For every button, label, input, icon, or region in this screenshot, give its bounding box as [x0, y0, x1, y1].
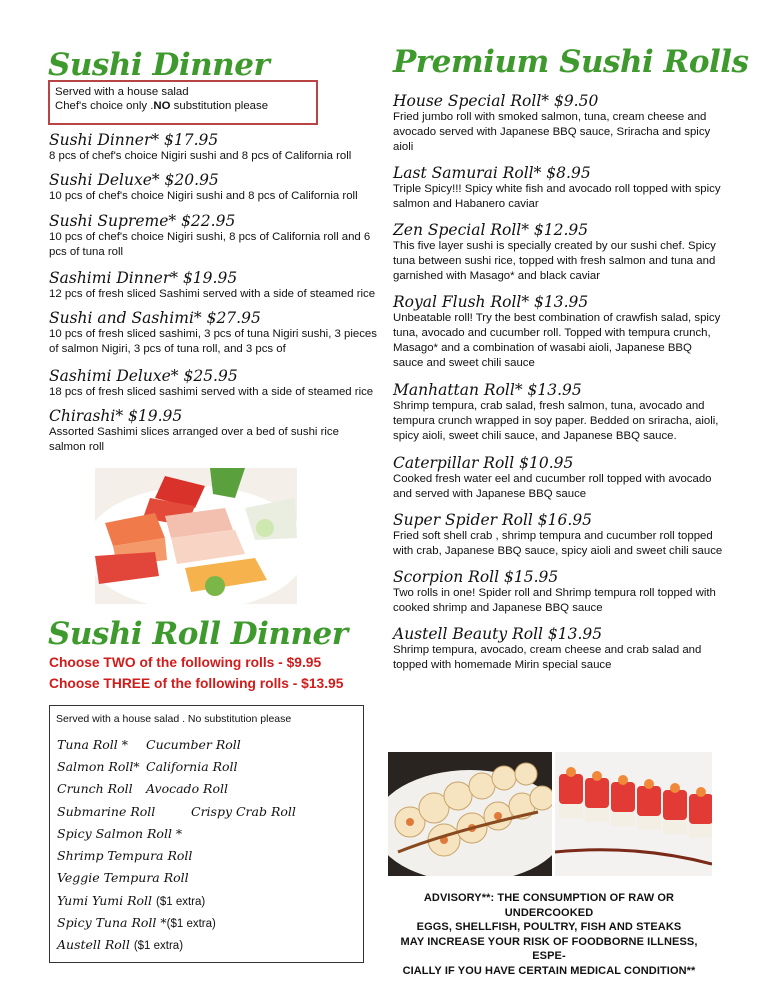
note-line-1: Served with a house salad	[55, 86, 189, 98]
premium-rolls-list	[393, 92, 723, 682]
item-title: Scorpion Roll $15.95	[393, 568, 559, 586]
item-title: Sushi Dinner* $17.95	[49, 131, 219, 149]
item-title: House Special Roll* $9.50	[393, 92, 599, 110]
item-desc: Shrimp tempura, avocado, cream cheese and crab salad and topped with homemade Mirin special sauce	[393, 644, 702, 671]
roll-austell: Austell Roll ($1 extra)	[57, 937, 184, 952]
item-desc: 10 pcs of fresh sliced sashimi, 3 pcs of tuna Nigiri sushi, 3 pieces of salmon Nigiri, 3 pcs of tuna roll, and 3 pcs of	[49, 328, 377, 355]
item-title: Caterpillar Roll $10.95	[393, 454, 574, 472]
item-desc: Triple Spicy!!! Spicy white fish and avocado roll topped with spicy salmon and Habanero caviar	[393, 183, 721, 210]
item-desc: This five layer sushi is specially created by our sushi chef. Spicy tuna between sushi rice, topped with fresh salmon and tuna and garnished with Masago* and black caviar	[393, 240, 716, 282]
roll-crunch: Crunch Roll	[57, 781, 133, 796]
menu-item	[49, 407, 379, 457]
menu-item	[49, 269, 379, 309]
roll-crispy-crab: Crispy Crab Roll	[191, 804, 296, 819]
rolls-photo-left	[388, 752, 552, 876]
roll-avocado: Avocado Roll	[146, 781, 228, 796]
item-desc: 12 pcs of fresh sliced Sashimi served with a side of steamed rice	[49, 288, 376, 300]
menu-item	[49, 212, 379, 269]
roll-yumi-yumi: Yumi Yumi Roll ($1 extra)	[57, 893, 206, 908]
menu-item	[393, 293, 723, 381]
item-title: Chirashi* $19.95	[49, 407, 183, 425]
menu-item	[49, 367, 379, 407]
sushi-roll-dinner-title: Sushi Roll Dinner	[48, 616, 348, 652]
roll-veggie-tempura: Veggie Tempura Roll	[57, 870, 189, 885]
menu-item	[393, 164, 723, 221]
red-rolls-image	[555, 752, 712, 876]
menu-item	[393, 381, 723, 454]
item-desc: Cooked fresh water eel and cucumber roll topped with avocado and served with Japanese BBQ sauce	[393, 473, 712, 500]
item-title: Sashimi Dinner* $19.95	[49, 269, 238, 287]
roll-selection-box	[49, 705, 364, 963]
item-desc: Two rolls in one! Spider roll and Shrimp tempura roll topped with cooked shrimp and Japanese BBQ sauce	[393, 587, 716, 614]
roll-box-note: Served with a house salad . No substitution please	[56, 713, 292, 725]
menu-item	[393, 511, 723, 568]
roll-cucumber: Cucumber Roll	[146, 737, 241, 752]
menu-item	[393, 625, 723, 682]
item-title: Sushi Deluxe* $20.95	[49, 171, 219, 189]
item-desc: Fried soft shell crab , shrimp tempura and cucumber roll topped with crab, Japanese BBQ sauce, spicy aioli and sweet chili sauce	[393, 530, 723, 557]
menu-item	[49, 171, 379, 212]
menu-item	[393, 92, 723, 164]
premium-rolls-title: Premium Sushi Rolls	[393, 44, 749, 80]
sushi-dinner-title: Sushi Dinner	[48, 47, 270, 83]
item-title: Manhattan Roll* $13.95	[393, 381, 582, 399]
rolls-photo-right	[555, 752, 712, 876]
menu-item	[49, 131, 379, 171]
roll-tuna: Tuna Roll *	[57, 737, 129, 752]
choose-three-line: Choose THREE of the following rolls - $13.95	[49, 676, 344, 691]
item-desc: 10 pcs of chef's choice Nigiri sushi and 8 pcs of California roll	[49, 190, 358, 202]
item-desc: Shrimp tempura, crab salad, fresh salmon, tuna, avocado and tempura crunch wrapped in soy paper. Bedded on sriracha, aioli, spicy aioli, sweet chili sauce, and Japanese BBQ sauce.	[393, 400, 719, 442]
advisory-line-3: MAY INCREASE YOUR RISK OF FOODBORNE ILLNESS, ESPE-	[400, 935, 698, 962]
item-desc: Fried jumbo roll with smoked salmon, tuna, cream cheese and avocado served with Japanese BBQ sauce, Sriracha and spicy aioli	[393, 111, 711, 153]
sushi-dinner-list	[49, 131, 379, 457]
choose-two-line: Choose TWO of the following rolls - $9.95	[49, 655, 322, 670]
item-title: Sushi and Sashimi* $27.95	[49, 309, 261, 327]
item-title: Zen Special Roll* $12.95	[393, 221, 589, 239]
note-line-2: Chef's choice only .NO substitution please	[55, 100, 269, 112]
menu-item	[393, 568, 723, 625]
sashimi-platter-photo	[95, 468, 297, 604]
roll-california: California Roll	[146, 759, 238, 774]
item-desc: 10 pcs of chef's choice Nigiri sushi, 8 pcs of California roll and 6 pcs of tuna roll	[49, 231, 371, 258]
roll-spicy-salmon: Spicy Salmon Roll *	[57, 826, 183, 841]
item-desc: Unbeatable roll! Try the best combination of crawfish salad, spicy tuna, avocado and cucumber roll. Topped with tempura crunch, Masago* and a combination of wasabi aioli, Japanese BBQ sauce and sweet chili sauce	[393, 312, 721, 369]
roll-shrimp-tempura: Shrimp Tempura Roll	[57, 848, 193, 863]
menu-item	[393, 221, 723, 293]
menu-item	[393, 454, 723, 511]
advisory-line-2: EGGS, SHELLFISH, POULTRY, FISH AND STEAKS	[416, 921, 682, 933]
tempura-rolls-image	[388, 752, 552, 876]
item-title: Last Samurai Roll* $8.95	[393, 164, 591, 182]
roll-submarine: Submarine Roll	[57, 804, 156, 819]
item-title: Royal Flush Roll* $13.95	[393, 293, 589, 311]
item-title: Austell Beauty Roll $13.95	[393, 625, 603, 643]
item-desc: 8 pcs of chef's choice Nigiri sushi and 8 pcs of California roll	[49, 150, 352, 162]
item-title: Sushi Supreme* $22.95	[49, 212, 236, 230]
roll-salmon: Salmon Roll*	[57, 759, 140, 774]
advisory-notice	[386, 891, 712, 978]
advisory-line-4: CIALLY IF YOU HAVE CERTAIN MEDICAL CONDITION**	[402, 964, 696, 977]
menu-item	[49, 309, 379, 367]
item-desc: Assorted Sashimi slices arranged over a bed of sushi rice salmon roll	[49, 426, 339, 453]
item-desc: 18 pcs of fresh sliced sashimi served with a side of steamed rice	[49, 386, 374, 398]
roll-spicy-tuna: Spicy Tuna Roll *($1 extra)	[57, 915, 216, 930]
sashimi-platter-image	[95, 468, 297, 604]
item-title: Super Spider Roll $16.95	[393, 511, 593, 529]
advisory-line-1: ADVISORY**: THE CONSUMPTION OF RAW OR UNDERCOOKED	[423, 892, 675, 919]
sushi-dinner-note	[48, 80, 318, 125]
item-title: Sashimi Deluxe* $25.95	[49, 367, 238, 385]
